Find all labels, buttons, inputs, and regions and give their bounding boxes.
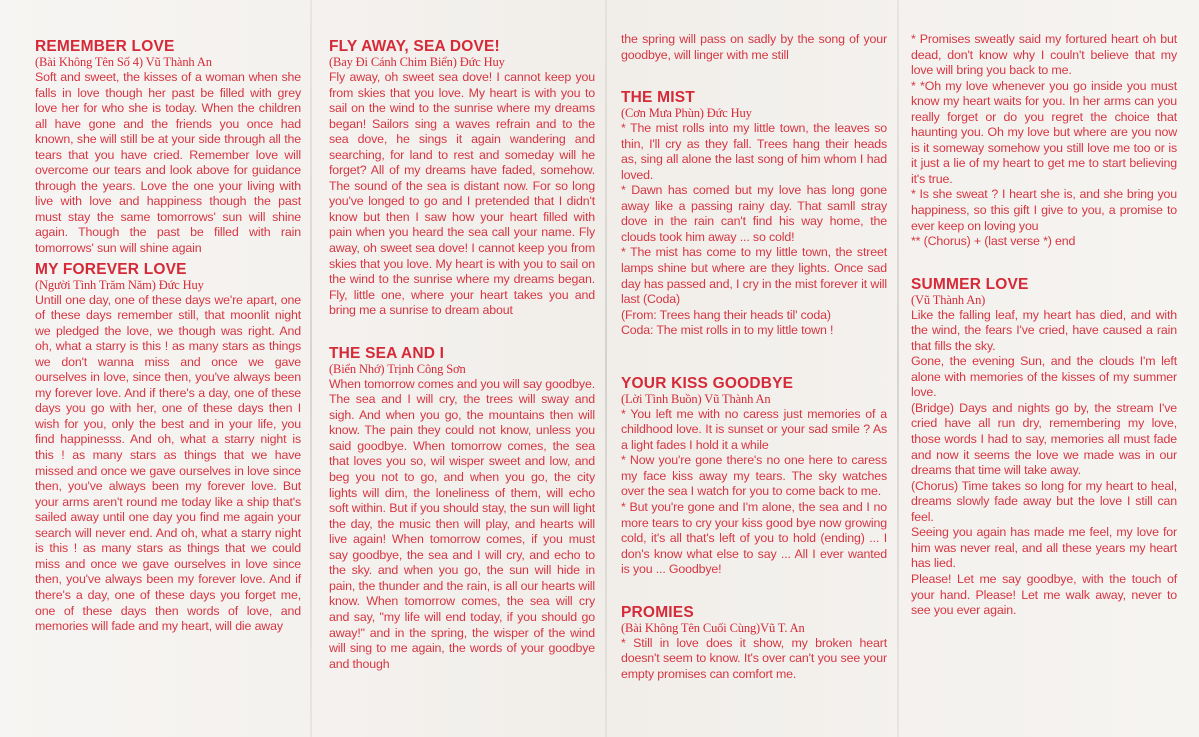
lyrics-paragraph: Soft and sweet, the kisses of a woman when she falls in love though her past be filled with grey love her for who she is today. When the children all have gone and the friends you once had known, she will still be at your side through all the tears that you have cried. Remember love will overcome our tears and look above for guidance through the years. Love the one your living with live with love and happiness though the past must stay the same tomorrows' sun will shine again. Though the past be filled with rain tomorrows' sun will shine again [35,70,301,256]
song-title: FLY AWAY, SEA DOVE! [329,38,500,55]
lyrics-paragraph: Gone, the evening Sun, and the clouds I'm left alone with memories of the kisses of my summer love. [911,354,1177,400]
song-subtitle: (Biển Nhớ) Trịnh Công Sơn [329,361,466,376]
lyrics-paragraph: * But you're gone and I'm alone, the sea and I no more tears to cry your kiss good bye now growing cold, it's all that's left of you to hold (ending) ... I don's know what else to say ... All I ever wanted is you ... Goodbye! [621,500,887,577]
lyrics-paragraph: Coda: The mist rolls in to my little town ! [621,323,834,338]
lyrics-paragraph: * Now you're gone there's no one here to caress my face kiss away my tears. The sky watches over the sea I watch for you to come back to me. [621,453,887,499]
fold-line [310,0,312,737]
lyrics-paragraph: * Promises sweatly said my fortured heart oh but dead, don't know why I couln't believe that my love will bring you back to me. [911,32,1177,78]
song-block [621,375,887,578]
fold-line [897,0,899,737]
song-title: MY FOREVER LOVE [35,260,187,278]
lyrics-paragraph: * Is she sweat ? I heart she is, and she bring you happiness, so this gift I give to you, a promise to ever keep on loving you [911,187,1177,233]
lyrics-paragraph: Untill one day, one of these days we're apart, one of these days remember still, that moonlit night we pledged the love, we though was right. And oh, what a starry is this ! as many stars as things we don't wanna miss and once we gave ourselves in love, since then, you've always been my forever love. And if there's a day, one of these days you go with her, one of these days then I wish for you, only the best and in your life, you find happinesss. And oh, what a starry night is this ! as many stars as things that we have missed and once we gave ourselves in love since then, you've always been my forever love. But your arms aren't round me today like a ship that's sailed away until one day you find me again your search will never end. And oh, what a starry night is this ! as many stars as things that we could miss and once we gave ourselves in love since then, you've always been my forever love. And if there's a day, one of these days you forget me, one of these days then words of love, and memories will fade and my heart, will die away [35,292,301,634]
song-block [329,345,595,672]
song-subtitle: (Lời Tình Buồn) Vũ Thành An [621,391,771,406]
song-subtitle: (Người Tình Trăm Năm) Đức Huy [35,277,204,292]
lyrics-paragraph: * The mist rolls into my little town, the leaves so thin, I'll cry as they fall. Trees hang their heads as, sing all alone the last song of him whom I had loved. [621,121,887,182]
lyrics-paragraph: (From: Trees hang their heads til' coda) [621,307,831,322]
lyrics-paragraph: Please! Let me say goodbye, with the touch of your hand. Please! Let me walk away, never to see you ever again. [911,571,1177,618]
lyrics-column-1 [35,38,301,635]
lyrics-column-2 [329,38,595,672]
song-block [621,89,887,339]
song-subtitle: (Cơn Mưa Phùn) Đức Huy [621,106,752,121]
lyrics-paragraph: Seeing you again has made me feel, my love for him was never real, and all these years my heart has lied. [911,525,1177,571]
song-subtitle: (Bài Không Tên Cuối Cùng)Vũ T. An [621,620,805,635]
song-subtitle: (Bài Không Tên Số 4) Vũ Thành An [35,55,212,69]
song-title: REMEMBER LOVE [35,38,175,55]
lyrics-paragraph: * Dawn has comed but my love has long gone away like a passing rainy day. That samll stray dove in the rain can't find his way home, the clouds took him away ... so cold! [621,183,887,244]
song-subtitle: (Vũ Thành An) [911,292,986,307]
lyrics-paragraph: * Still in love does it show, my broken heart doesn't seem to know. It's over can't you see your empty promises can comfort me. [621,635,887,681]
song-block [911,276,1177,619]
song-block [329,38,595,319]
song-title: PROMIES [621,603,694,621]
lyrics-paragraph: * The mist has come to my little town, the street lamps shine but where are they lights. Once sad day has passed and, I cry in the mist forever it will last (Coda) [621,245,887,307]
lyrics-paragraph: * *Oh my love whenever you go inside you must know my heart waits for you. In her arms can you really forget or do you regret the choice that haunting you. Oh my love but where are you now is it someway somehow you still love me too or is it just a lie of my heart to get me to start believing it's true. [911,78,1177,186]
lyrics-paragraph: Fly away, oh sweet sea dove! I cannot keep you from skies that you love. My heart is with you to sail on the wind to the sunrise where my dreams began! Sailors sing a waves refrain and to the sea dove, he sings it again wandering and searching, for land to rest and someday will he forget? All of my dreams have faded, somehow. The sound of the sea is distant now. For so long you've longed to go and I pretended that I didn't know but then I saw how your heart filled with pain when you heard the sea call your name. Fly away, oh sweet sea dove! I cannot keep you from skies that you love. My heart is with you to sail on the wind to the sunrise where my dreams began. Fly, little one, where your heart takes you and bring me a sunrise to dream about [329,70,595,318]
lyrics-paragraph: (Bridge) Days and nights go by, the stream I've cried have all run dry, remembering my love, those words I had to say, memories all must fade and now it seems the love we made was in our dreams that time will take away. [911,400,1177,478]
lyrics-paragraph: the spring will pass on sadly by the song of your goodbye, will linger with me still [621,32,887,62]
lyrics-paragraph: * You left me with no caress just memories of a childhood love. It is sunset or your sad smile ? As a light fades I hold it a while [621,406,887,452]
lyrics-column-4 [911,32,1177,619]
song-subtitle: (Bay Đi Cánh Chim Biển) Đức Huy [329,55,505,69]
lyrics-paragraph: Like the falling leaf, my heart has died, and with the wind, the fears I've cried, have caused a rain that fills the sky. [911,307,1177,353]
song-block [35,38,301,257]
song-title: THE SEA AND I [329,344,445,362]
song-block [621,604,887,683]
song-title: YOUR KISS GOODBYE [621,374,794,392]
lyrics-paragraph: (Chorus) Time takes so long for my heart to heal, dreams slowly fade away but the love I still can feel. [911,478,1177,524]
lyrics-paragraph: ** (Chorus) + (last verse *) end [911,234,1076,249]
song-block [35,261,301,635]
lyrics-column-3 [621,32,887,682]
song-title: THE MIST [621,89,695,107]
song-title: SUMMER LOVE [911,275,1029,293]
lyrics-paragraph: When tomorrow comes and you will say goodbye. The sea and I will cry, the trees will sway and sigh. And when you go, the mountains then will know. The pain they could not know, unless you said goodbye. When tomorrow comes, the sea that loves you so, wil wisper sweet and low, and beg you not to go, and when you go, the city lights will dim, the loneliness of them, will echo soft within. But if you should stay, the sun will light the day, the music then will play, and hearts will live again! When tomorrow comes, if you must say goodbye, the sea and I will cry, and echo to the sky. and when you go, the sun will hide in pain, the thunder and the rain, is all our hearts will know. When tomorrow comes, the sea will cry and say, "my life will end today, if you should go away!" and in the spring, the wisper of the wind will sing to me again, the words of your goodbye and though [329,376,595,671]
fold-line [605,0,607,737]
